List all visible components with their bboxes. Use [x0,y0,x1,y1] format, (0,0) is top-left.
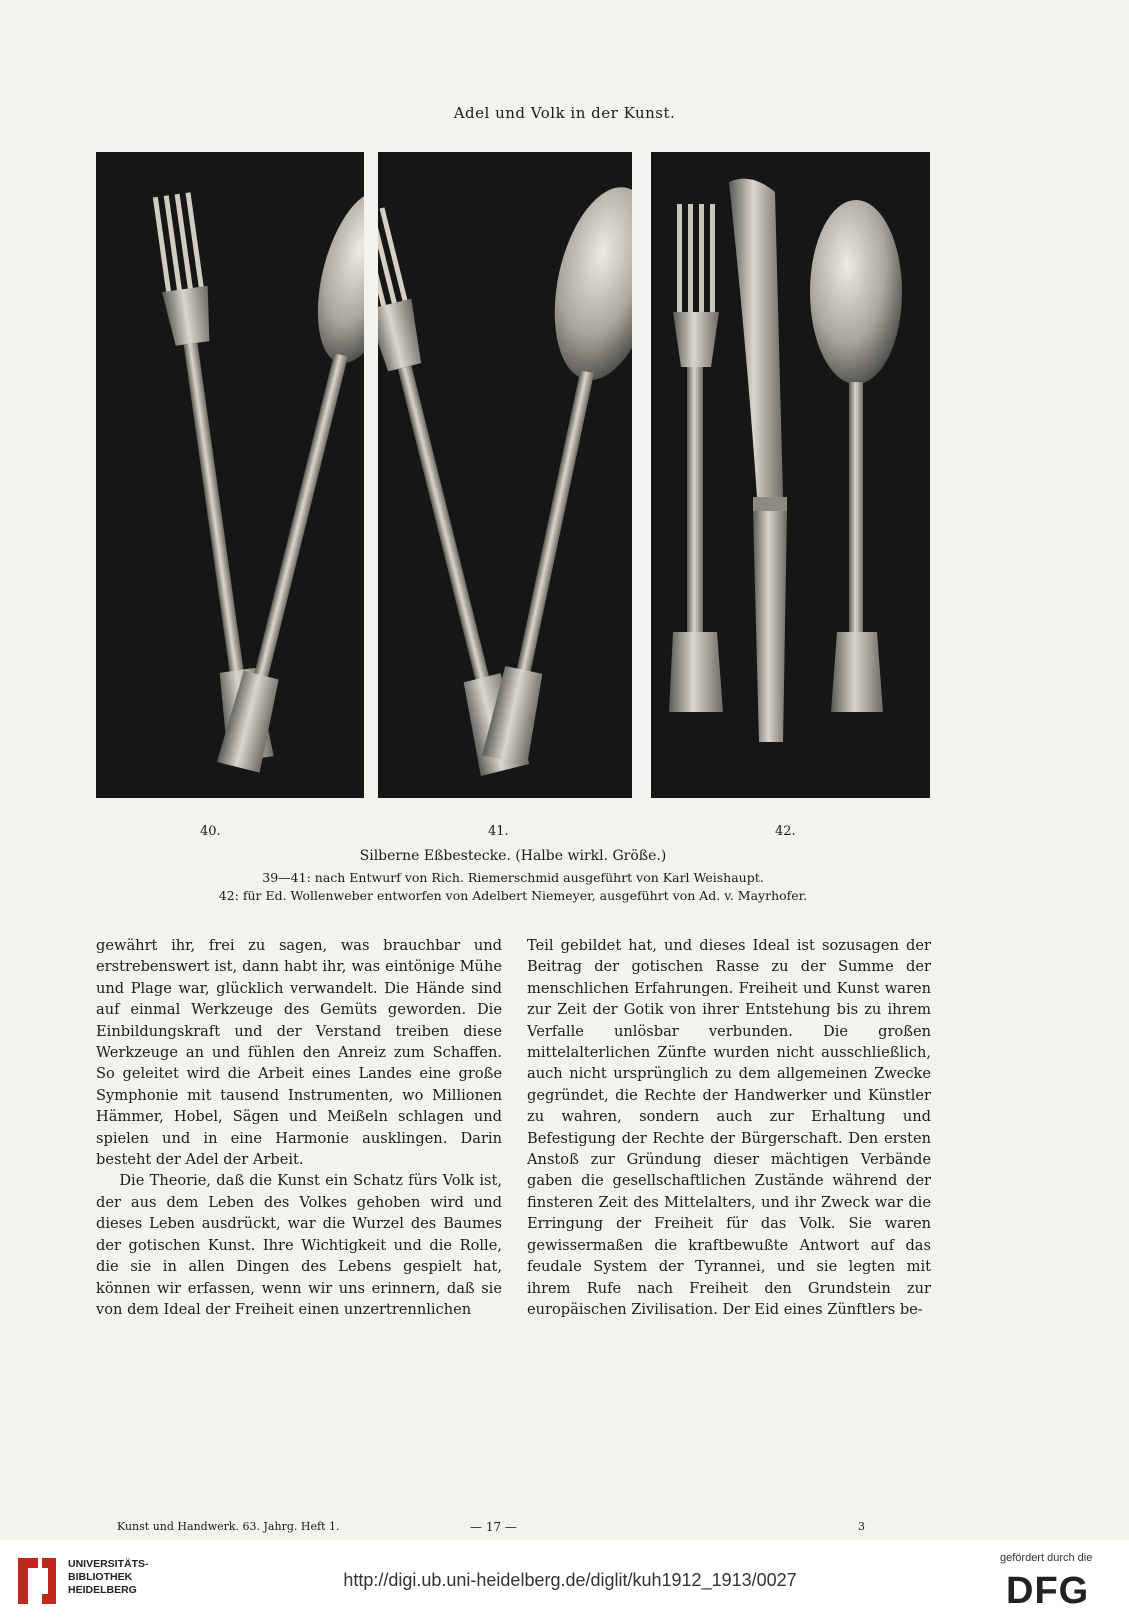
library-logo-icon [12,1554,62,1608]
right-text-column [527,935,931,1320]
plate-number-42: 42. [775,824,796,839]
paragraph: Teil gebildet hat, und dieses Ideal ist sozusagen der Beitrag der gotischen Rasse zu der Summe der menschlichen Erfahrungen. Freiheit und Kunst waren zur Zeit der Gotik von ihrer Entstehung bis zu ihrem Verfalle unlösbar verbunden. Die großen mittelalterlichen Zünfte wurden nicht ausschließlich, auch nicht ursprünglich zu dem allgemeinen Zwecke gegründet, die Rechte der Handwerker und Künstler zu wahren, sondern auch zur Erhaltung und Befestigung der Rechte der Bürgerschaft. Den ersten Anstoß zur Gründung dieser mächtigen Verbände gaben die gesellschaftlichen Zustände während der finsteren Zeit des Mittelalters, und ihr Zweck war die Erringung der Freiheit für das Volk. Sie waren gewissermaßen die kraftbewußte Antwort auf das feudale System der Tyrannei, und sie legten mit ihrem Rufe nach Freiheit den Grundstein zur europäischen Zivilisation. Der Eid eines Zünftlers be- [527,937,931,1318]
caption-title: Silberne Eßbestecke. (Halbe wirkl. Größe.) [359,848,667,864]
plate-number-41: 41. [488,824,509,839]
funded-by-label: gefördert durch die [1000,1552,1093,1564]
caption-line-1: 39—41: nach Entwurf von Rich. Riemerschmid ausgeführt von Karl Weishaupt. [262,870,764,885]
footer-journal: Kunst und Handwerk. 63. Jahrg. Heft 1. [117,1520,340,1533]
footer-signature: 3 [858,1520,865,1533]
dfg-logo: DFG [1006,1570,1090,1612]
plate-number-40: 40. [200,824,221,839]
library-name: UNIVERSITÄTS- BIBLIOTHEK HEIDELBERG [68,1558,149,1596]
photo-plate-42 [651,152,930,798]
permalink-url[interactable]: http://digi.ub.uni-heidelberg.de/diglit/kuh1912_1913/0027 [343,1570,797,1590]
caption-line-2: 42: für Ed. Wollenweber entworfen von Adelbert Niemeyer, ausgeführt von Ad. v. Mayrhofer. [218,888,808,903]
footer-page-number: — 17 — [470,1520,517,1534]
left-text-column [96,935,502,1320]
photo-plate-40 [96,152,364,798]
running-head: Adel und Volk in der Kunst. [453,104,676,122]
paragraph: Die Theorie, daß die Kunst ein Schatz fürs Volk ist, der aus dem Leben des Volkes gehoben wird und dieses Leben ausdrückt, war die Wurzel des Baumes der gotischen Kunst. Ihre Wichtigkeit und die Rolle, die sie in allen Dingen des Lebens gespielt hat, können wir erfassen, wenn wir uns erinnern, daß sie von dem Ideal der Freiheit einen unzertrennlichen [96,1172,502,1318]
paragraph: gewährt ihr, frei zu sagen, was brauchbar und erstrebenswert ist, dann habt ihr, was eintönige Mühe und Plage war, glücklich verwandelt. Die Hände sind auf einmal Werkzeuge des Gemüts geworden. Die Einbildungskraft und der Verstand treiben diese Werkzeuge an und fühlen den Anreiz zum Schaffen. So geleitet wird die Arbeit eines Landes eine große Symphonie mit tausend Instrumenten, wo Millionen Hämmer, Hobel, Sägen und Meißeln schlagen und spielen und in eine Harmonie ausklingen. Darin besteht der Adel der Arbeit. [96,937,502,1169]
digitization-banner [0,1540,1129,1624]
photo-plate-41 [378,152,632,798]
